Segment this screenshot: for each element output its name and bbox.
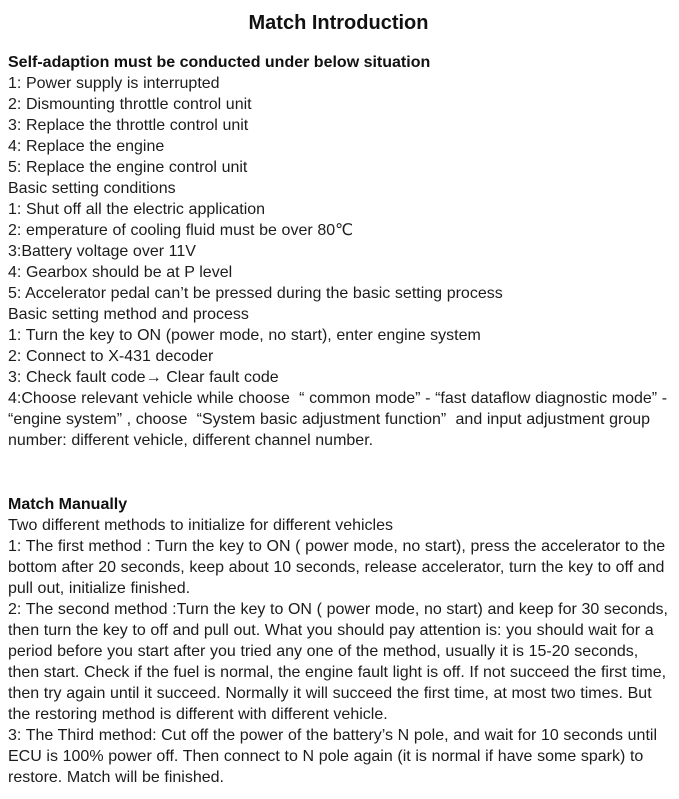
paragraph: 4:Choose relevant vehicle while choose “ common mode” - “fast dataflow diagnostic mode” - “engine system” , choose “System basic adjustment function” and input adjustment group number: different vehicle, different channel number. bbox=[8, 390, 672, 449]
page-title: Match Introduction bbox=[248, 12, 429, 34]
section-heading-self-adaption: Self-adaption must be conducted under below situation bbox=[8, 54, 431, 71]
section-body-self-adaption bbox=[8, 73, 672, 451]
paragraph: 2: emperature of cooling fluid must be over 80℃ bbox=[8, 222, 354, 239]
section-self-adaption bbox=[8, 52, 672, 451]
paragraph: Basic setting conditions bbox=[8, 180, 176, 197]
section-body-match-manually bbox=[8, 515, 673, 788]
paragraph: 1: The first method : Turn the key to ON ( power mode, no start), press the accelerator to the bottom after 20 seconds, keep about 10 seconds, release accelerator, turn the key to off and pull out, initialize finished. bbox=[8, 538, 670, 597]
paragraph: 5: Replace the engine control unit bbox=[8, 159, 248, 176]
paragraph: Two different methods to initialize for different vehicles bbox=[8, 517, 394, 534]
paragraph: 3: Check fault code→ Clear fault code bbox=[8, 369, 279, 386]
section-heading-match-manually: Match Manually bbox=[8, 496, 128, 513]
section-match-manually bbox=[8, 494, 673, 788]
paragraph: 2: Dismounting throttle control unit bbox=[8, 96, 252, 113]
paragraph: Basic setting method and process bbox=[8, 306, 249, 323]
paragraph: 1: Power supply is interrupted bbox=[8, 75, 220, 92]
paragraph: 3:Battery voltage over 11V bbox=[8, 243, 196, 260]
paragraph: 4: Replace the engine bbox=[8, 138, 165, 155]
paragraph: 1: Turn the key to ON (power mode, no start), enter engine system bbox=[8, 327, 481, 344]
paragraph: 3: Replace the throttle control unit bbox=[8, 117, 249, 134]
paragraph: 5: Accelerator pedal can’t be pressed during the basic setting process bbox=[8, 285, 503, 302]
paragraph: 4: Gearbox should be at P level bbox=[8, 264, 233, 281]
paragraph: 3: The Third method: Cut off the power of the battery’s N pole, and wait for 10 seconds until ECU is 100% power off. Then connect to N pole again (it is normal if have some spark) to restore. Match will be finished. bbox=[8, 727, 662, 786]
paragraph: 2: Connect to X-431 decoder bbox=[8, 348, 214, 365]
paragraph: 2: The second method :Turn the key to ON ( power mode, no start) and keep for 30 seconds, then turn the key to off and pull out. What you should pay attention is: you should wait for a period before you start after you tried any one of the method, usually it is 15-20 seconds, then start. Check if the fuel is normal, the engine fault light is off. If not succeed the first time, then try again until it succeed. Normally it will succeed the first time, at most two times. But the restoring method is different with different vehicle. bbox=[8, 601, 673, 723]
paragraph: 1: Shut off all the electric application bbox=[8, 201, 266, 218]
